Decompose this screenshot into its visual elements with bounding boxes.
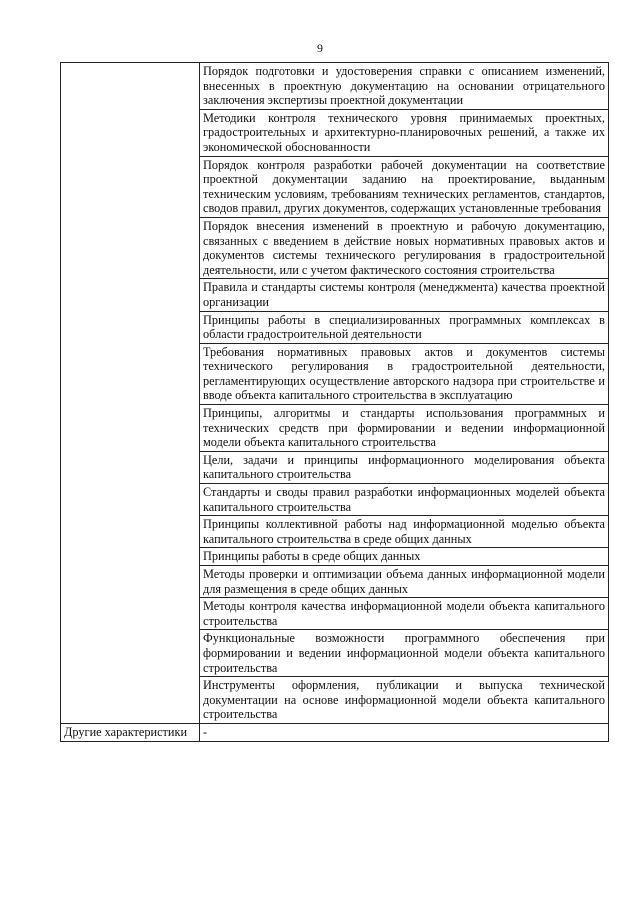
row-text: Принципы работы в среде общих данных [200, 548, 609, 566]
row-text: Требования нормативных правовых актов и документов системы технического регулирования в градостроительной деятельности, регламентирующих осуществление авторского надзора при строительстве и вводе объекта капитального строительства в эксплуатацию [200, 343, 609, 404]
row-label-other-characteristics: Другие характеристики [61, 723, 200, 741]
row-text: Правила и стандарты системы контроля (менеджмента) качества проектной организации [200, 279, 609, 311]
row-text: Порядок подготовки и удостоверения справки с описанием изменений, внесенных в проектную документацию на основании отрицательного заключения экспертизы проектной документации [200, 63, 609, 110]
row-text: Методы проверки и оптимизации объема данных информационной модели для размещения в среде общих данных [200, 566, 609, 598]
row-text: Порядок контроля разработки рабочей документации на соответствие проектной документации заданию на проектирование, выданным техническим условиям, требованиям технических регламентов, стандартов, сводов правил, других документов, содержащих установленные требования [200, 156, 609, 217]
table-row [61, 723, 609, 741]
page-number: 9 [317, 41, 323, 55]
row-text: Порядок внесения изменений в проектную и рабочую документацию, связанных с введением в действие новых нормативных правовых актов и документов системы технического регулирования в градостроительной деятельности, или с учетом фактического состояния строительства [200, 217, 609, 278]
row-text: Принципы коллективной работы над информационной моделью объекта капитального строительства в среде общих данных [200, 516, 609, 548]
requirements-table [60, 62, 609, 742]
row-text: Стандарты и своды правил разработки информационных моделей объекта капитального строительства [200, 484, 609, 516]
row-label [61, 63, 200, 724]
row-text: Принципы работы в специализированных программных комплексах в области градостроительной деятельности [200, 311, 609, 343]
row-text: Принципы, алгоритмы и стандарты использования программных и технических средств при формировании и ведении информационной модели объекта капитального строительства [200, 405, 609, 452]
row-text: - [200, 723, 609, 741]
row-text: Инструменты оформления, публикации и выпуска технической документации на основе информационной модели объекта капитального строительства [200, 677, 609, 724]
row-text: Функциональные возможности программного обеспечения при формировании и ведении информационной модели объекта капитального строительства [200, 630, 609, 677]
table-row [61, 63, 609, 110]
row-text: Цели, задачи и принципы информационного моделирования объекта капитального строительства [200, 451, 609, 483]
row-text: Методики контроля технического уровня принимаемых проектных, градостроительных и архитектурно-планировочных решений, а также их экономической обоснованности [200, 109, 609, 156]
row-text: Методы контроля качества информационной модели объекта капитального строительства [200, 598, 609, 630]
